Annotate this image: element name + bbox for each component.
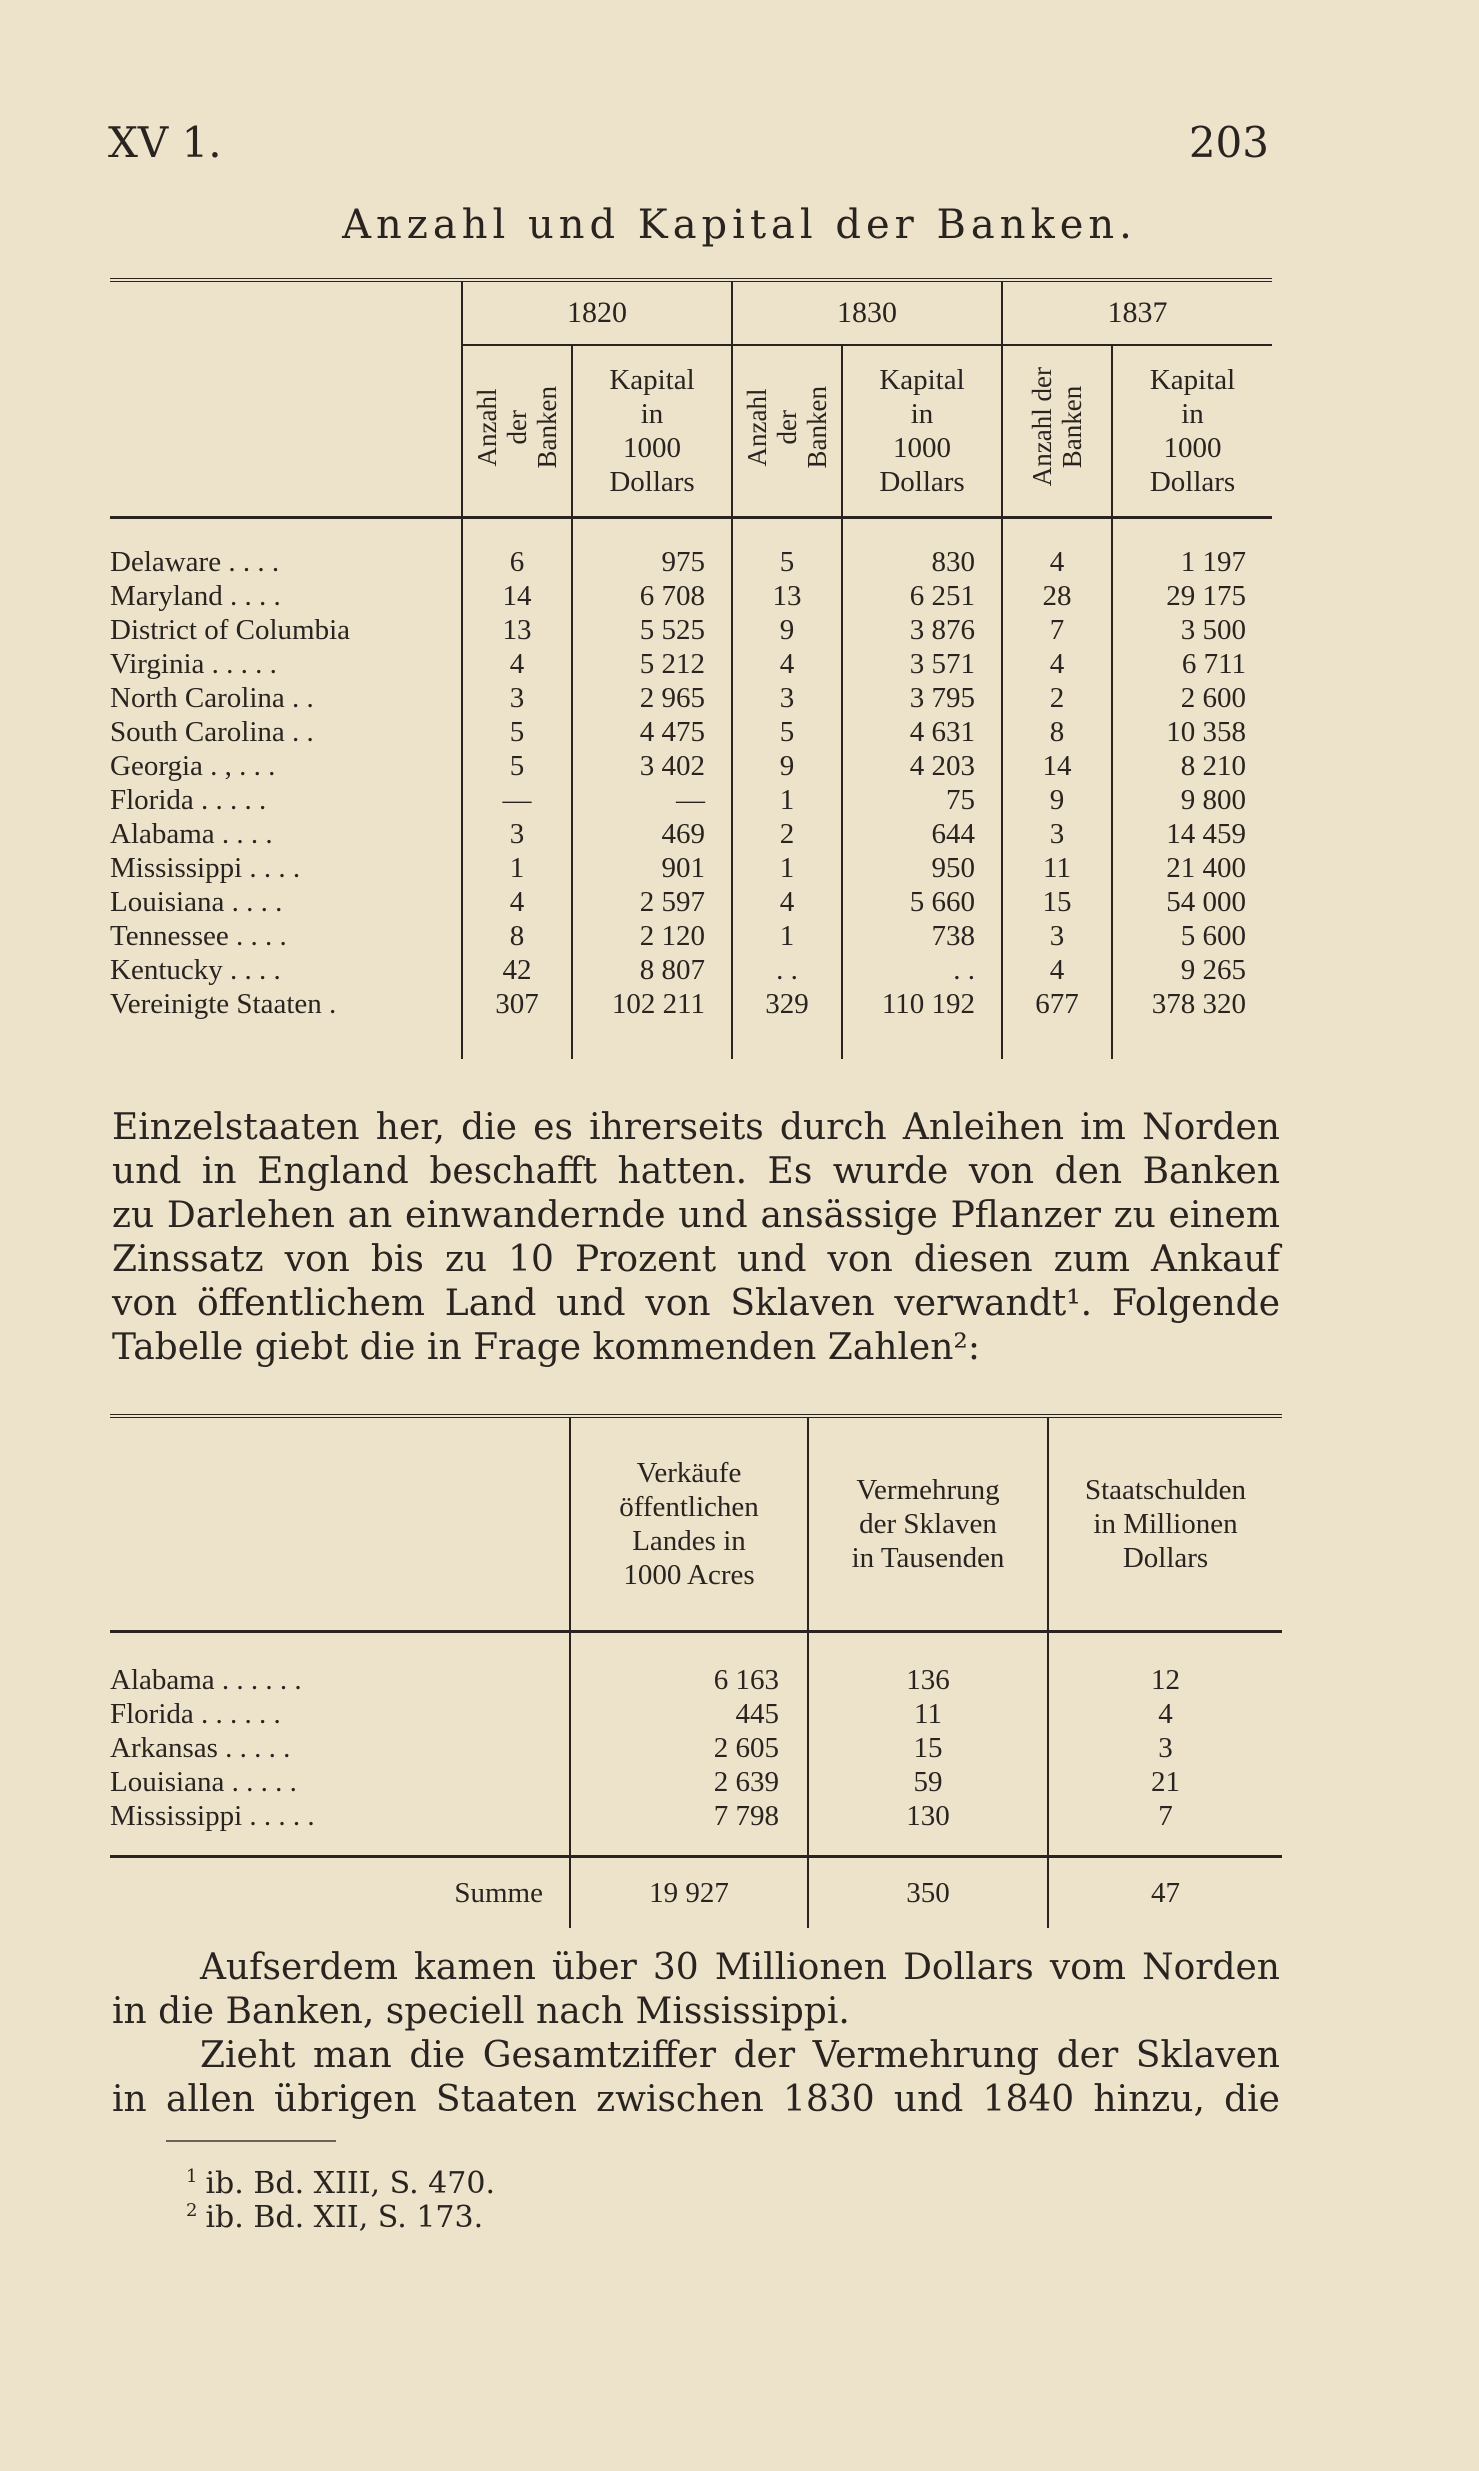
bank-count-1837: 7 [1002, 613, 1112, 647]
bank-capital-1820: 901 [572, 851, 732, 885]
table-row [110, 987, 1272, 1059]
bank-capital-1837: 9 265 [1112, 953, 1272, 987]
text-line: Tabelle giebt die in Frage kommenden Zahlen²: [112, 1327, 980, 1368]
state-name: Maryland . . . . [110, 580, 281, 612]
bank-capital-1837: 378 320 [1112, 987, 1272, 1059]
sum-slaves: 350 [808, 1857, 1048, 1929]
bank-count-1820: 14 [462, 579, 572, 613]
state-name: Florida . . . . . . [110, 1698, 281, 1730]
state-name: Alabama . . . . [110, 818, 273, 850]
bank-capital-1820: 8 807 [572, 953, 732, 987]
land-sales: 445 [570, 1697, 808, 1731]
bank-count-1837: 3 [1002, 817, 1112, 851]
bank-count-1837: 8 [1002, 715, 1112, 749]
bank-count-1820: 6 [462, 518, 572, 580]
state-debt: 4 [1048, 1697, 1282, 1731]
state-name: Tennessee . . . . [110, 920, 287, 952]
bank-count-1820: 8 [462, 919, 572, 953]
state-debt: 3 [1048, 1731, 1282, 1765]
table-row [110, 1799, 1282, 1857]
bank-capital-1837: 9 800 [1112, 783, 1272, 817]
bank-count-1820: 5 [462, 749, 572, 783]
bank-capital-1820: 3 402 [572, 749, 732, 783]
body-paragraph-2 [112, 1946, 1280, 2122]
bank-capital-1837: 21 400 [1112, 851, 1272, 885]
bank-capital-1837: 5 600 [1112, 919, 1272, 953]
bank-capital-1830: 75 [842, 783, 1002, 817]
state-name: South Carolina . . [110, 716, 314, 748]
table-row [110, 518, 1272, 580]
land-sales-header: Verkäufe öffentlichen Landes in 1000 Acres [570, 1416, 808, 1632]
sum-row [110, 1857, 1282, 1929]
land-sales: 2 639 [570, 1765, 808, 1799]
slave-increase: 11 [808, 1697, 1048, 1731]
state-debt: 12 [1048, 1632, 1282, 1698]
bank-capital-1830: 110 192 [842, 987, 1002, 1059]
sum-debt: 47 [1048, 1857, 1282, 1929]
table-row [110, 953, 1272, 987]
bank-capital-1830: 4 203 [842, 749, 1002, 783]
state-name: Arkansas . . . . . [110, 1732, 291, 1764]
bank-capital-1830: 738 [842, 919, 1002, 953]
bank-capital-1837: 29 175 [1112, 579, 1272, 613]
bank-count-1837: 15 [1002, 885, 1112, 919]
bank-count-1820: 3 [462, 817, 572, 851]
bank-count-1820: 4 [462, 647, 572, 681]
bank-count-1820: 3 [462, 681, 572, 715]
land-sales: 7 798 [570, 1799, 808, 1857]
capital-header-1830: Kapital in 1000 Dollars [842, 345, 1002, 518]
bank-count-1830: 4 [732, 885, 842, 919]
bank-count-1820: 5 [462, 715, 572, 749]
bank-capital-1830: 4 631 [842, 715, 1002, 749]
bank-count-1830: 5 [732, 518, 842, 580]
bank-capital-1830: 3 571 [842, 647, 1002, 681]
bank-count-1830: 4 [732, 647, 842, 681]
state-name: Mississippi . . . . [110, 852, 301, 884]
bank-capital-1820: 469 [572, 817, 732, 851]
state-name: Florida . . . . . [110, 784, 267, 816]
bank-capital-1830: 830 [842, 518, 1002, 580]
body-paragraph-1 [112, 1106, 1280, 1370]
page-number: 203 [1188, 118, 1269, 167]
bank-capital-1837: 14 459 [1112, 817, 1272, 851]
bank-count-1820: 42 [462, 953, 572, 987]
bank-count-1830: 13 [732, 579, 842, 613]
bank-count-1830: 329 [732, 987, 842, 1059]
text-line: und in England beschafft hatten. Es wurde von den Banken [112, 1151, 1280, 1192]
bank-capital-1837: 54 000 [1112, 885, 1272, 919]
bank-count-1837: 4 [1002, 953, 1112, 987]
state-debt: 21 [1048, 1765, 1282, 1799]
capital-header-1820: Kapital in 1000 Dollars [572, 345, 732, 518]
bank-capital-1820: 2 965 [572, 681, 732, 715]
state-name: Vereinigte Staaten . [110, 988, 337, 1020]
state-name: Georgia . , . . . [110, 750, 276, 782]
table-row [110, 715, 1272, 749]
bank-capital-1837: 1 197 [1112, 518, 1272, 580]
text-line: Aufserdem kamen über 30 Millionen Dollars vom Norden [200, 1947, 1280, 1988]
year-1830: 1830 [732, 280, 1002, 345]
table-row [110, 1697, 1282, 1731]
table-row [110, 919, 1272, 953]
bank-capital-1820: 102 211 [572, 987, 732, 1059]
bank-capital-1830: 3 876 [842, 613, 1002, 647]
land-sales-table [110, 1414, 1282, 1928]
sum-label: Summe [110, 1857, 570, 1929]
bank-capital-1820: 5 212 [572, 647, 732, 681]
count-header-1820: Anzahl der Banken [462, 345, 572, 518]
text-line: zu Darlehen an einwandernde und ansässige Pflanzer zu einem [112, 1195, 1280, 1236]
table-row [110, 851, 1272, 885]
bank-count-1830: 2 [732, 817, 842, 851]
bank-capital-1830: 6 251 [842, 579, 1002, 613]
footnote-1: $^1$ ib. Bd. XIII, S. 470. [186, 2166, 495, 2201]
state-name: North Carolina . . [110, 682, 314, 714]
bank-count-1830: 9 [732, 613, 842, 647]
state-name: District of Columbia [110, 614, 351, 646]
bank-count-1820: 4 [462, 885, 572, 919]
bank-count-1837: 4 [1002, 518, 1112, 580]
table-row [110, 885, 1272, 919]
state-debt-header: Staatschulden in Millionen Dollars [1048, 1416, 1282, 1632]
bank-capital-1837: 8 210 [1112, 749, 1272, 783]
bank-count-1830: 3 [732, 681, 842, 715]
stub-subheader [110, 345, 462, 518]
state-name: Delaware . . . . [110, 546, 280, 578]
bank-capital-1830: . . [842, 953, 1002, 987]
table-row [110, 613, 1272, 647]
bank-count-1820: 13 [462, 613, 572, 647]
bank-capital-1830: 950 [842, 851, 1002, 885]
table-row [110, 783, 1272, 817]
bank-count-1830: 9 [732, 749, 842, 783]
stub-header-2 [110, 1416, 570, 1632]
bank-capital-1820: 2 120 [572, 919, 732, 953]
slave-increase: 130 [808, 1799, 1048, 1857]
count-header-1830: Anzahl der Banken [732, 345, 842, 518]
bank-count-1837: 11 [1002, 851, 1112, 885]
bank-capital-1820: 2 597 [572, 885, 732, 919]
capital-header-1837: Kapital in 1000 Dollars [1112, 345, 1272, 518]
bank-capital-1830: 3 795 [842, 681, 1002, 715]
slave-increase-header: Vermehrung der Sklaven in Tausenden [808, 1416, 1048, 1632]
bank-capital-1820: — [572, 783, 732, 817]
bank-count-1820: — [462, 783, 572, 817]
bank-capital-1830: 644 [842, 817, 1002, 851]
slave-increase: 59 [808, 1765, 1048, 1799]
state-name: Virginia . . . . . [110, 648, 277, 680]
table-row [110, 647, 1272, 681]
text-line: Zinssatz von bis zu 10 Prozent und von diesen zum Ankauf [112, 1239, 1280, 1280]
text-line: in die Banken, speciell nach Mississippi. [112, 1991, 850, 2032]
table-row [110, 749, 1272, 783]
table-row [110, 579, 1272, 613]
bank-count-1837: 2 [1002, 681, 1112, 715]
state-name: Louisiana . . . . [110, 886, 283, 918]
footnote-divider [166, 2140, 336, 2142]
table-row [110, 681, 1272, 715]
sum-land: 19 927 [570, 1857, 808, 1929]
bank-capital-1830: 5 660 [842, 885, 1002, 919]
bank-capital-1820: 4 475 [572, 715, 732, 749]
state-debt: 7 [1048, 1799, 1282, 1857]
bank-capital-1837: 2 600 [1112, 681, 1272, 715]
bank-count-1830: 5 [732, 715, 842, 749]
land-sales: 2 605 [570, 1731, 808, 1765]
text-line: Einzelstaaten her, die es ihrerseits durch Anleihen im Norden [112, 1107, 1280, 1148]
bank-count-1837: 3 [1002, 919, 1112, 953]
bank-count-1830: 1 [732, 783, 842, 817]
section-header: XV 1. [108, 118, 222, 167]
state-name: Louisiana . . . . . [110, 1766, 297, 1798]
year-1820: 1820 [462, 280, 732, 345]
banks-table [110, 278, 1272, 1059]
state-name: Mississippi . . . . . [110, 1800, 315, 1832]
text-line: von öffentlichem Land und von Sklaven verwandt¹. Folgende [112, 1283, 1280, 1324]
bank-count-1837: 9 [1002, 783, 1112, 817]
table-row [110, 1765, 1282, 1799]
land-sales: 6 163 [570, 1632, 808, 1698]
bank-capital-1820: 975 [572, 518, 732, 580]
slave-increase: 136 [808, 1632, 1048, 1698]
slave-increase: 15 [808, 1731, 1048, 1765]
bank-count-1837: 677 [1002, 987, 1112, 1059]
text-line: Zieht man die Gesamtziffer der Vermehrung der Sklaven [200, 2035, 1280, 2076]
table-row [110, 1632, 1282, 1698]
bank-capital-1837: 3 500 [1112, 613, 1272, 647]
footnote-2: $^2$ ib. Bd. XII, S. 173. [186, 2200, 484, 2235]
table-row [110, 1731, 1282, 1765]
bank-count-1837: 4 [1002, 647, 1112, 681]
text-line: in allen übrigen Staaten zwischen 1830 und 1840 hinzu, die [112, 2079, 1280, 2120]
bank-count-1820: 1 [462, 851, 572, 885]
year-1837: 1837 [1002, 280, 1272, 345]
bank-count-1820: 307 [462, 987, 572, 1059]
bank-capital-1820: 5 525 [572, 613, 732, 647]
table-row [110, 817, 1272, 851]
count-header-1837: Anzahl der Banken [1002, 345, 1112, 518]
bank-capital-1837: 6 711 [1112, 647, 1272, 681]
bank-count-1837: 14 [1002, 749, 1112, 783]
bank-count-1830: 1 [732, 851, 842, 885]
bank-capital-1837: 10 358 [1112, 715, 1272, 749]
state-name: Kentucky . . . . [110, 954, 281, 986]
state-name: Alabama . . . . . . [110, 1664, 302, 1696]
stub-header [110, 280, 462, 345]
bank-count-1837: 28 [1002, 579, 1112, 613]
bank-count-1830: . . [732, 953, 842, 987]
bank-capital-1820: 6 708 [572, 579, 732, 613]
bank-count-1830: 1 [732, 919, 842, 953]
table-title: Anzahl und Kapital der Banken. [342, 202, 1137, 248]
